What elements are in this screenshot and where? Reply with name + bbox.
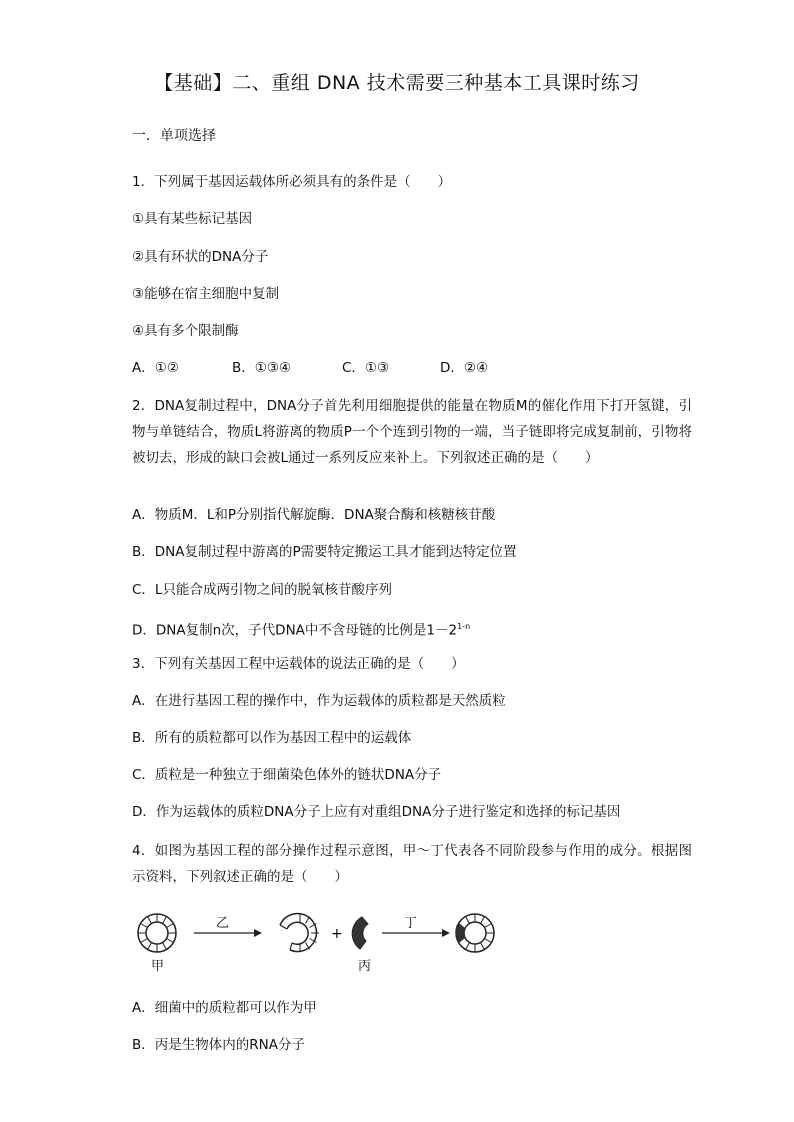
q3-stem: 3．下列有关基因工程中运载体的说法正确的是（ ） — [132, 656, 465, 672]
label-bing: 丙 — [358, 959, 372, 974]
plus-sign: + — [331, 926, 343, 942]
q2-option-d[interactable] — [132, 617, 470, 641]
q1-item-3: ③能够在宿主细胞中复制 — [132, 286, 280, 302]
recombinant-plasmid-icon — [456, 914, 494, 952]
q1-item-4: ④具有多个限制酶 — [132, 323, 239, 339]
q2-option-d-exponent: 1-n — [457, 622, 471, 631]
label-jia: 甲 — [151, 959, 165, 974]
q2-option-a[interactable]: A．物质M．L和P分别指代解旋酶．DNA聚合酶和核糖核苷酸 — [132, 507, 496, 523]
q1-item-1: ①具有某些标记基因 — [132, 211, 253, 227]
q2-option-b[interactable]: B．DNA复制过程中游离的P需要特定搬运工具才能到达特定位置 — [132, 544, 517, 560]
fragment-bing-icon — [352, 917, 368, 949]
q1-option-d[interactable]: D．②④ — [440, 360, 489, 376]
q2-option-c[interactable]: C．L只能合成两引物之间的脱氧核苷酸序列 — [132, 582, 392, 598]
q1-option-a[interactable]: A．①② — [132, 360, 179, 376]
q1-option-c[interactable]: C．①③ — [342, 360, 390, 376]
q2-stem: 2．DNA复制过程中，DNA分子首先利用细胞提供的能量在物质M的催化作用下打开氢键，引物与单链结合，物质L将游离的物质P一个个连到引物的一端，当子链即将完成复制前，引物将被切去，形成的缺口会被L通过一系列反应来补上。下列叙述正确的是（ ） — [132, 398, 692, 466]
q3-option-b[interactable]: B．所有的质粒都可以作为基因工程中的运载体 — [132, 730, 412, 746]
q4-stem: 4．如图为基因工程的部分操作过程示意图，甲～丁代表各不同阶段参与作用的成分。根据图示资料，下列叙述正确的是（ ） — [132, 843, 692, 885]
q1-options — [132, 358, 488, 378]
q4-option-a[interactable]: A．细菌中的质粒都可以作为甲 — [132, 1000, 317, 1016]
q1-item-2: ②具有环状的DNA分子 — [132, 249, 269, 265]
plasmid-jia-icon — [138, 914, 176, 952]
q3-option-d[interactable]: D．作为运载体的质粒DNA分子上应有对重组DNA分子进行鉴定和选择的标记基因 — [132, 804, 621, 820]
section-heading: 一．单项选择 — [132, 128, 216, 144]
q4-diagram — [132, 905, 512, 975]
label-yi: 乙 — [216, 916, 230, 931]
opened-plasmid-icon — [280, 914, 319, 952]
q3-option-a[interactable]: A．在进行基因工程的操作中，作为运载体的质粒都是天然质粒 — [132, 693, 506, 709]
q4-option-b[interactable]: B．丙是生物体内的RNA分子 — [132, 1037, 305, 1053]
gene-engineering-diagram — [132, 905, 512, 975]
label-ding: 丁 — [404, 916, 418, 931]
q1-option-b[interactable]: B．①③④ — [232, 360, 292, 376]
q3-option-c[interactable]: C．质粒是一种独立于细菌染色体外的链状DNA分子 — [132, 767, 442, 783]
q2-option-d-text: D．DNA复制n次，子代DNA中不含母链的比例是1－2 — [132, 622, 458, 639]
page-title: 【基础】二、重组 DNA 技术需要三种基本工具课时练习 — [154, 72, 640, 94]
q1-stem: 1．下列属于基因运载体所必须具有的条件是（ ） — [132, 174, 452, 190]
